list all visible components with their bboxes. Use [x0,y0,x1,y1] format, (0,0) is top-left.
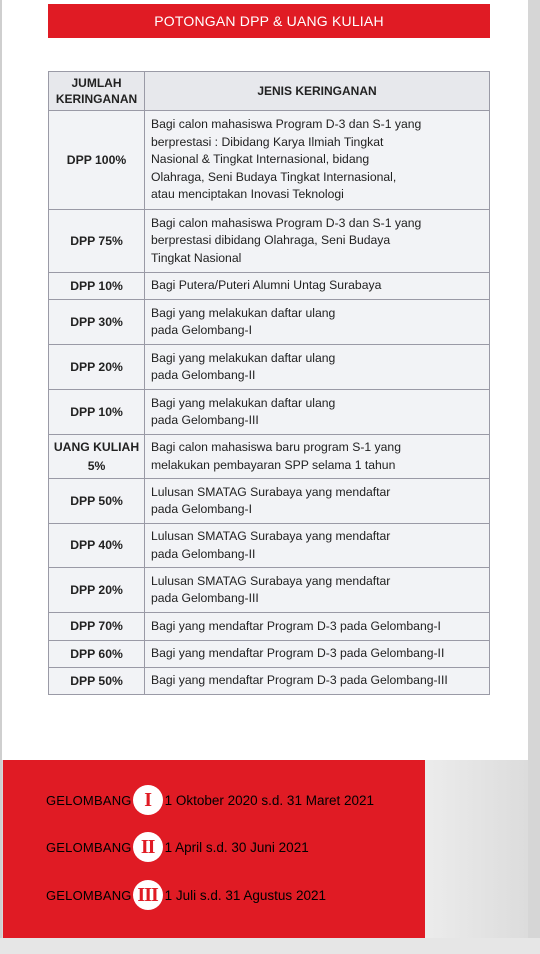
discount-description: Bagi yang mendaftar Program D-3 pada Gelombang-III [145,668,490,695]
table-row [49,300,490,345]
table-header-row [49,72,490,111]
table-row [49,524,490,568]
discount-amount: DPP 70% [49,613,145,641]
discount-description: Bagi yang melakukan daftar ulang pada Gelombang-II [145,345,490,390]
table-row [49,210,490,273]
wave-dates: 1 Oktober 2020 s.d. 31 Maret 2021 [164,792,374,808]
discount-description: Lulusan SMATAG Surabaya yang mendaftar pada Gelombang-III [145,568,490,613]
column-header-amount: JUMLAH KERINGANAN [49,72,145,111]
discount-description: Bagi yang mendaftar Program D-3 pada Gelombang-II [145,641,490,668]
discount-description: Lulusan SMATAG Surabaya yang mendaftar pada Gelombang-I [145,479,490,524]
wave-numeral-badge: I [133,785,163,815]
column-header-type: JENIS KERINGANAN [145,72,490,111]
page-title: POTONGAN DPP & UANG KULIAH [154,13,384,29]
table-row [49,273,490,300]
wave-3 [46,882,326,908]
wave-label: GELOMBANG [46,839,132,855]
discount-amount: DPP 100% [49,111,145,210]
table-row [49,479,490,524]
discount-description: Bagi calon mahasiswa Program D-3 dan S-1 yang berprestasi dibidang Olahraga, Seni Budaya Tingkat Nasional [145,210,490,273]
wave-numeral-badge: III [133,880,163,910]
discount-description: Bagi Putera/Puteri Alumni Untag Surabaya [145,273,490,300]
wave-numeral-badge: II [133,832,163,862]
wave-dates: 1 Juli s.d. 31 Agustus 2021 [164,887,326,903]
discount-table [48,71,490,695]
discount-description: Lulusan SMATAG Surabaya yang mendaftar pada Gelombang-II [145,524,490,568]
bottom-strip [0,938,540,954]
discount-amount: DPP 30% [49,300,145,345]
discount-amount: DPP 75% [49,210,145,273]
table-row [49,390,490,435]
discount-amount: UANG KULIAH 5% [49,435,145,479]
discount-amount: DPP 50% [49,668,145,695]
table-row [49,668,490,695]
discount-description: Bagi yang mendaftar Program D-3 pada Gelombang-I [145,613,490,641]
discount-amount: DPP 40% [49,524,145,568]
discount-amount: DPP 20% [49,345,145,390]
discount-amount: DPP 10% [49,273,145,300]
discount-description: Bagi yang melakukan daftar ulang pada Gelombang-I [145,300,490,345]
wave-dates: 1 April s.d. 30 Juni 2021 [164,839,309,855]
table-row [49,111,490,210]
table-row [49,641,490,668]
wave-2 [46,834,309,860]
discount-description: Bagi calon mahasiswa baru program S-1 yang melakukan pembayaran SPP selama 1 tahun [145,435,490,479]
wave-1 [46,787,374,813]
discount-description: Bagi calon mahasiswa Program D-3 dan S-1 yang berprestasi : Dibidang Karya Ilmiah Tingkat Nasional & Tingkat Internasional, bidang Olahraga, Seni Budaya Tingkat Internasional, atau menciptakan Inovasi Teknologi [145,111,490,210]
table-row [49,345,490,390]
wave-label: GELOMBANG [46,887,132,903]
right-frame-edge [528,0,540,954]
discount-amount: DPP 60% [49,641,145,668]
table-row [49,613,490,641]
discount-amount: DPP 50% [49,479,145,524]
table-row [49,568,490,613]
footer-side-shade [425,760,528,938]
wave-label: GELOMBANG [46,792,132,808]
title-banner [48,4,490,38]
discount-amount: DPP 20% [49,568,145,613]
table-row [49,435,490,479]
discount-description: Bagi yang melakukan daftar ulang pada Gelombang-III [145,390,490,435]
discount-amount: DPP 10% [49,390,145,435]
